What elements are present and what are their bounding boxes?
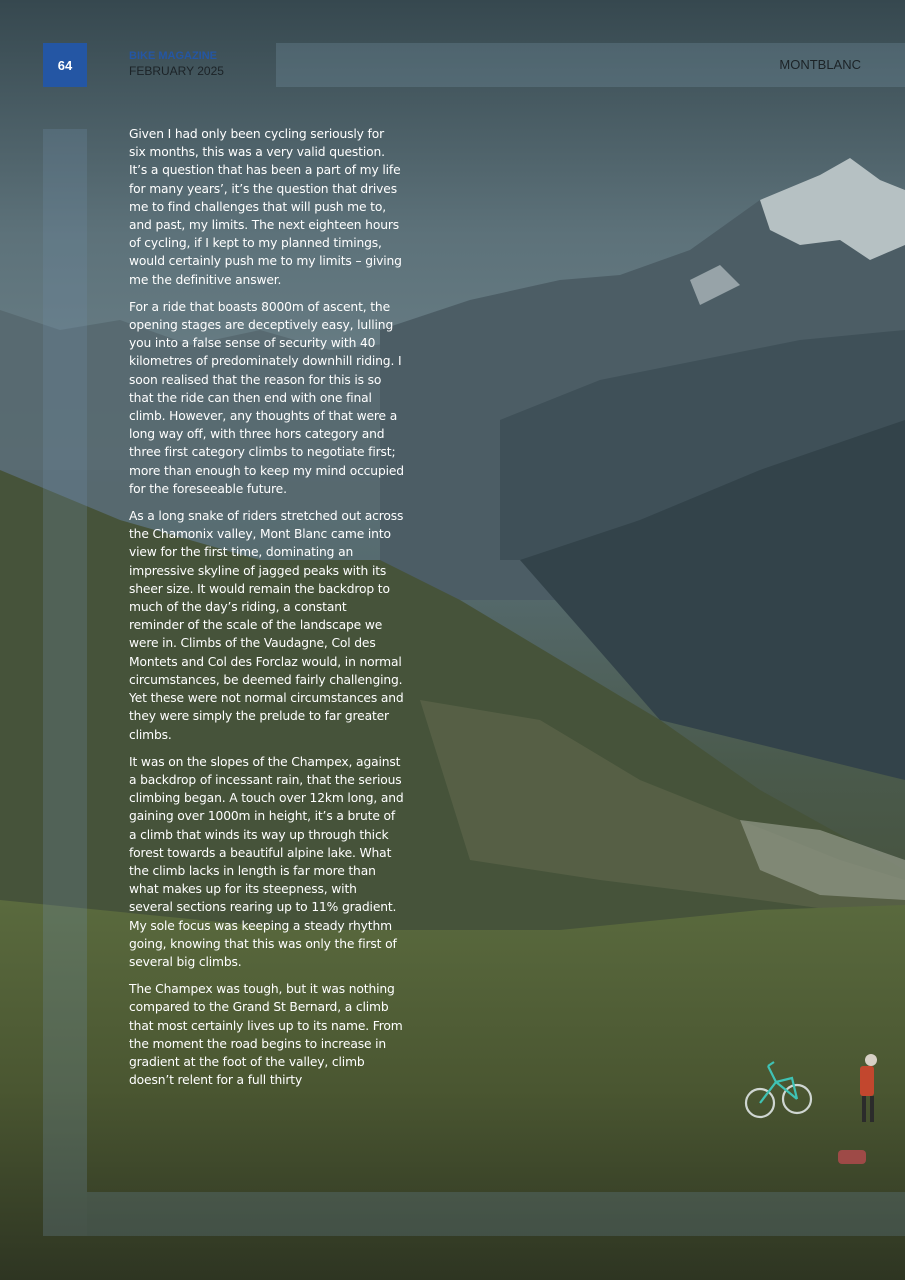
magazine-title: BIKE MAGAZINE bbox=[129, 50, 217, 62]
section-title: MONTBLANC bbox=[779, 57, 861, 72]
left-accent-bar bbox=[43, 129, 87, 1236]
article-paragraph: The Champex was tough, but it was nothing compared to the Grand St Bernard, a climb that most certainly lives up to its name. From the moment the road begins to increase in gradient at the foot of the valley, climb doesn’t relent for a full thirty bbox=[129, 982, 403, 1088]
article-paragraph: It was on the slopes of the Champex, against a backdrop of incessant rain, that the serious climbing began. A touch over 12km long, and gaining over 1000m in height, it’s a brute of a climb that winds its way up through thick forest towards a beautiful alpine lake. What the climb lacks in length is far more than what makes up for its steepness, with several sections rearing up to 11% gradient. My sole focus was keeping a steady rhythm going, knowing that this was only the first of several big climbs. bbox=[129, 754, 404, 969]
article-paragraph: As a long snake of riders stretched out across the Chamonix valley, Mont Blanc came into view for the first time, dominating an impressive skyline of jagged peaks with its sheer size. It would remain the backdrop to much of the day’s riding, a constant reminder of the scale of the landscape we were in. Climbs of the Vaudagne, Col des Montets and Col des Forclaz would, in normal circumstances, be deemed fairly challenging. Yet these were not normal circumstances and they were simply the prelude to far greater climbs. bbox=[129, 509, 404, 742]
article-paragraph: Given I had only been cycling seriously for six months, this was a very valid question. It’s a question that has been a part of my life for many years’, it’s the question that drives me to find challenges that will push me to, and past, my limits. The next eighteen hours of cycling, if I kept to my planned timings, would certainly push me to my limits – giving me the definitive answer. bbox=[129, 127, 402, 287]
issue-date: FEBRUARY 2025 bbox=[129, 64, 224, 78]
article-body bbox=[129, 125, 404, 1098]
magazine-masthead bbox=[129, 49, 224, 79]
article-paragraph: For a ride that boasts 8000m of ascent, the opening stages are deceptively easy, lulling you into a false sense of security with 40 kilometres of predominately downhill riding. I soon realised that the reason for this is so that the ride can then end with one final climb. However, any thoughts of that were a long way off, with three hors category and three first category climbs to negotiate first; more than enough to keep my mind occupied for the foreseeable future. bbox=[129, 299, 404, 496]
page-number-badge: 64 bbox=[43, 43, 87, 87]
bottom-accent-bar bbox=[87, 1192, 905, 1236]
